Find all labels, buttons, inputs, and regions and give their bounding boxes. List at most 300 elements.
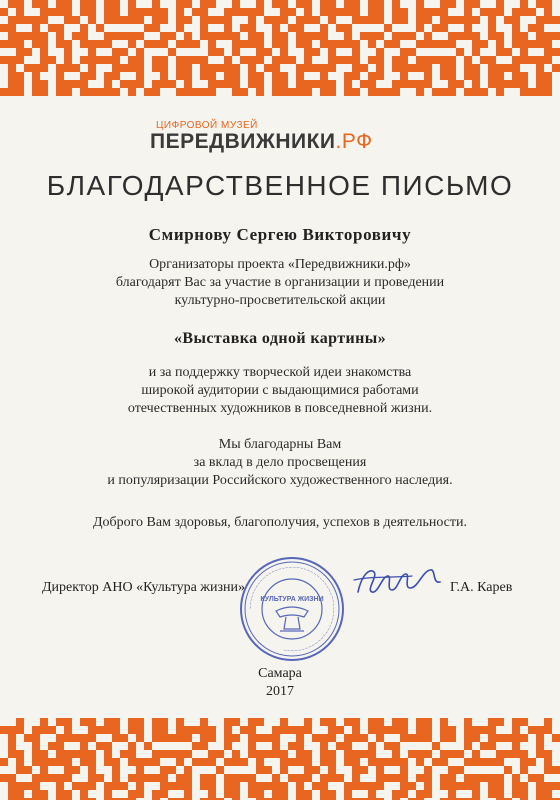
ornament-cell xyxy=(96,750,104,758)
ornament-cell xyxy=(0,16,8,24)
ornament-cell xyxy=(184,718,192,726)
logo-title xyxy=(150,131,410,153)
ornament-cell xyxy=(448,718,456,726)
ornament-cell xyxy=(144,766,152,774)
ornament-cell xyxy=(56,16,64,24)
ornament-cell xyxy=(456,718,464,726)
ornament-cell xyxy=(64,72,72,80)
ornament-cell xyxy=(160,758,168,766)
ornament-cell xyxy=(176,80,184,88)
ornament-cell xyxy=(88,790,96,798)
ornament-cell xyxy=(528,766,536,774)
ornament-cell xyxy=(384,48,392,56)
ornament-cell xyxy=(504,8,512,16)
ornament-cell xyxy=(80,766,88,774)
ornament-cell xyxy=(264,56,272,64)
logo-subtitle: ЦИФРОВОЙ МУЗЕЙ xyxy=(156,120,258,131)
ornament-cell xyxy=(504,56,512,64)
ornament-cell xyxy=(320,16,328,24)
ornament-cell xyxy=(184,758,192,766)
ornament-cell xyxy=(464,750,472,758)
ornament-cell xyxy=(280,734,288,742)
ornament-cell xyxy=(96,16,104,24)
ornament-cell xyxy=(40,734,48,742)
ornament-cell xyxy=(24,80,32,88)
ornament-cell xyxy=(312,742,320,750)
ornament-cell xyxy=(216,758,224,766)
ornament-cell xyxy=(120,766,128,774)
ornament-cell xyxy=(352,790,360,798)
thanks-line: Мы благодарны Вам xyxy=(218,437,342,452)
ornament-cell xyxy=(464,766,472,774)
ornament-cell xyxy=(208,8,216,16)
ornament-cell xyxy=(456,758,464,766)
ornament-cell xyxy=(184,8,192,16)
ornament-cell xyxy=(48,718,56,726)
ornament-cell xyxy=(328,32,336,40)
ornament-cell xyxy=(168,56,176,64)
ornament-cell xyxy=(512,758,520,766)
ornament-cell xyxy=(536,766,544,774)
ornament-cell xyxy=(168,8,176,16)
ornament-cell xyxy=(384,16,392,24)
ornament-cell xyxy=(0,750,8,758)
handwritten-signature xyxy=(352,562,448,602)
ornament-cell xyxy=(552,790,560,798)
ornament-cell xyxy=(264,726,272,734)
ornament-cell xyxy=(312,56,320,64)
ornament-cell xyxy=(544,742,552,750)
ornament-cell xyxy=(528,718,536,726)
ornament-cell xyxy=(432,48,440,56)
ornament-cell xyxy=(512,88,520,96)
ornament-cell xyxy=(368,64,376,72)
ornament-cell xyxy=(152,48,160,56)
ornament-cell xyxy=(368,766,376,774)
ornament-cell xyxy=(552,8,560,16)
ornament-cell xyxy=(392,782,400,790)
ornament-cell xyxy=(336,32,344,40)
ornament-cell xyxy=(0,742,8,750)
ornament-cell xyxy=(288,72,296,80)
ornament-cell xyxy=(136,88,144,96)
ornament-cell xyxy=(72,48,80,56)
ornament-cell xyxy=(184,24,192,32)
ornament-cell xyxy=(368,734,376,742)
ornament-cell xyxy=(408,24,416,32)
ornament-cell xyxy=(176,48,184,56)
ornament-cell xyxy=(336,758,344,766)
ornament-cell xyxy=(24,0,32,8)
ornament-cell xyxy=(304,734,312,742)
ornament-cell xyxy=(112,80,120,88)
ornament-cell xyxy=(400,0,408,8)
ornament-cell xyxy=(408,72,416,80)
ornament-cell xyxy=(168,88,176,96)
ornament-cell xyxy=(32,766,40,774)
ornament-cell xyxy=(24,726,32,734)
ornament-cell xyxy=(48,88,56,96)
ornament-cell xyxy=(408,88,416,96)
ornament-cell xyxy=(504,726,512,734)
ornament-cell xyxy=(192,782,200,790)
ornament-cell xyxy=(0,64,8,72)
ornament-cell xyxy=(496,24,504,32)
ornament-cell xyxy=(96,8,104,16)
ornament-cell xyxy=(16,774,24,782)
ornament-cell xyxy=(360,56,368,64)
ornament-cell xyxy=(432,782,440,790)
ornament-cell xyxy=(488,0,496,8)
ornament-cell xyxy=(416,72,424,80)
ornament-cell xyxy=(472,766,480,774)
ornament-cell xyxy=(216,726,224,734)
ornament-cell xyxy=(240,0,248,8)
ornament-cell xyxy=(72,742,80,750)
ornament-cell xyxy=(296,766,304,774)
ornament-cell xyxy=(432,734,440,742)
ornament-cell xyxy=(416,32,424,40)
ornament-cell xyxy=(392,72,400,80)
ornament-cell xyxy=(48,64,56,72)
ornament-cell xyxy=(272,48,280,56)
ornament-cell xyxy=(384,790,392,798)
ornament-cell xyxy=(144,48,152,56)
year: 2017 xyxy=(266,684,294,699)
ornament-cell xyxy=(552,750,560,758)
ornament-cell xyxy=(48,72,56,80)
thanks-line: за вклад в дело просвещения xyxy=(193,455,367,470)
ornament-cell xyxy=(216,24,224,32)
gratitude-line: культурно-просветительской акции xyxy=(174,293,386,308)
ornament-cell xyxy=(360,774,368,782)
ornament-cell xyxy=(312,40,320,48)
ornament-cell xyxy=(72,40,80,48)
ornament-cell xyxy=(440,790,448,798)
ornament-cell xyxy=(96,72,104,80)
ornament-cell xyxy=(272,758,280,766)
ornament-cell xyxy=(432,16,440,24)
ornament-cell xyxy=(160,88,168,96)
ornament-cell xyxy=(536,758,544,766)
ornament-cell xyxy=(360,88,368,96)
ornament-cell xyxy=(192,750,200,758)
ornament-cell xyxy=(160,742,168,750)
ornament-cell xyxy=(72,88,80,96)
ornament-cell xyxy=(488,48,496,56)
ornament-cell xyxy=(432,32,440,40)
ornament-cell xyxy=(368,774,376,782)
ornament-cell xyxy=(104,64,112,72)
ornament-cell xyxy=(392,766,400,774)
ornament-cell xyxy=(480,72,488,80)
ornament-cell xyxy=(480,734,488,742)
ornament-cell xyxy=(80,726,88,734)
ornament-cell xyxy=(88,742,96,750)
ornament-cell xyxy=(408,0,416,8)
ornament-cell xyxy=(160,24,168,32)
ornament-cell xyxy=(208,766,216,774)
ornament-cell xyxy=(200,790,208,798)
ornament-cell xyxy=(0,32,8,40)
ornament-cell xyxy=(496,726,504,734)
ornament-cell xyxy=(48,734,56,742)
ornament-cell xyxy=(360,758,368,766)
ornament-cell xyxy=(80,64,88,72)
ornament-cell xyxy=(248,758,256,766)
ornament-cell xyxy=(480,750,488,758)
ornament-cell xyxy=(208,24,216,32)
ornament-cell xyxy=(0,790,8,798)
ornament-cell xyxy=(432,64,440,72)
ornament-cell xyxy=(528,782,536,790)
ornament-cell xyxy=(504,40,512,48)
ornament-cell xyxy=(464,790,472,798)
ornament-cell xyxy=(408,718,416,726)
ornament-cell xyxy=(16,734,24,742)
ornament-cell xyxy=(376,790,384,798)
ornament-cell xyxy=(224,88,232,96)
ornament-cell xyxy=(360,24,368,32)
ornament-cell xyxy=(344,48,352,56)
ornament-cell xyxy=(120,8,128,16)
ornament-cell xyxy=(328,742,336,750)
ornament-cell xyxy=(72,774,80,782)
ornament-cell xyxy=(264,88,272,96)
ornament-cell xyxy=(176,766,184,774)
ornament-cell xyxy=(360,790,368,798)
ornament-cell xyxy=(288,16,296,24)
stamp-label: КУЛЬТУРА ЖИЗНИ xyxy=(260,596,324,603)
ornament-cell xyxy=(256,64,264,72)
gratitude-paragraph xyxy=(0,256,560,310)
ornament-cell xyxy=(56,726,64,734)
ornament-cell xyxy=(288,766,296,774)
bottom-ornament-band xyxy=(0,718,560,800)
ornament-cell xyxy=(496,742,504,750)
ornament-cell xyxy=(504,88,512,96)
ornament-cell xyxy=(248,766,256,774)
ornament-cell xyxy=(520,16,528,24)
ornament-cell xyxy=(528,48,536,56)
ornament-cell xyxy=(184,48,192,56)
ornament-cell xyxy=(216,0,224,8)
ornament-cell xyxy=(488,750,496,758)
ornament-cell xyxy=(216,790,224,798)
ornament-cell xyxy=(112,790,120,798)
ornament-cell xyxy=(72,0,80,8)
ornament-cell xyxy=(144,16,152,24)
ornament-cell xyxy=(408,40,416,48)
support-line: отечественных художников в повседневной жизни. xyxy=(127,401,433,416)
ornament-cell xyxy=(336,72,344,80)
ornament-cell xyxy=(216,88,224,96)
ornament-cell xyxy=(8,758,16,766)
ornament-cell xyxy=(168,16,176,24)
ornament-cell xyxy=(456,56,464,64)
ornament-cell xyxy=(96,80,104,88)
ornament-cell xyxy=(264,80,272,88)
ornament-cell xyxy=(96,782,104,790)
ornament-cell xyxy=(432,80,440,88)
ornament-cell xyxy=(144,72,152,80)
ornament-cell xyxy=(24,24,32,32)
ornament-cell xyxy=(392,734,400,742)
ornament-cell xyxy=(256,742,264,750)
ornament-cell xyxy=(240,718,248,726)
ornament-cell xyxy=(400,88,408,96)
ornament-cell xyxy=(216,734,224,742)
ornament-cell xyxy=(368,48,376,56)
ornament-cell xyxy=(384,718,392,726)
ornament-cell xyxy=(272,8,280,16)
ornament-cell xyxy=(216,8,224,16)
ornament-cell xyxy=(216,72,224,80)
ornament-cell xyxy=(192,734,200,742)
ornament-cell xyxy=(448,742,456,750)
ornament-cell xyxy=(240,742,248,750)
ornament-cell xyxy=(360,0,368,8)
ornament-cell xyxy=(168,758,176,766)
ornament-cell xyxy=(72,56,80,64)
ornament-cell xyxy=(424,88,432,96)
event-name: «Выставка одной картины» xyxy=(173,330,387,347)
ornament-cell xyxy=(96,64,104,72)
ornament-cell xyxy=(56,48,64,56)
ornament-cell xyxy=(344,64,352,72)
ornament-cell xyxy=(312,790,320,798)
ornament-cell xyxy=(360,8,368,16)
ornament-cell xyxy=(528,16,536,24)
support-line: и за поддержку творческой идеи знакомства xyxy=(148,365,412,380)
ornament-cell xyxy=(256,16,264,24)
ornament-cell xyxy=(168,790,176,798)
ornament-cell xyxy=(48,782,56,790)
ornament-cell xyxy=(504,32,512,40)
ornament-cell xyxy=(120,758,128,766)
place-and-year xyxy=(0,665,560,701)
ornament-cell xyxy=(56,56,64,64)
ornament-cell xyxy=(208,718,216,726)
ornament-cell xyxy=(432,790,440,798)
ornament-cell xyxy=(216,56,224,64)
city: Самара xyxy=(258,666,302,681)
ornament-cell xyxy=(352,24,360,32)
ornament-cell xyxy=(128,48,136,56)
ornament-cell xyxy=(48,790,56,798)
ornament-cell xyxy=(224,750,232,758)
ornament-cell xyxy=(264,32,272,40)
ornament-cell xyxy=(208,742,216,750)
ornament-cell xyxy=(48,766,56,774)
ornament-cell xyxy=(104,24,112,32)
ornament-cell xyxy=(504,0,512,8)
ornament-cell xyxy=(104,766,112,774)
ornament-cell xyxy=(152,32,160,40)
ornament-cell xyxy=(376,742,384,750)
ornament-cell xyxy=(312,8,320,16)
ornament-cell xyxy=(128,24,136,32)
logo-title-suffix: .РФ xyxy=(335,130,373,153)
ornament-cell xyxy=(72,24,80,32)
ornament-cell xyxy=(200,80,208,88)
ornament-cell xyxy=(520,742,528,750)
ornament-cell xyxy=(24,56,32,64)
ornament-cell xyxy=(432,0,440,8)
ornament-cell xyxy=(0,72,8,80)
ornament-cell xyxy=(536,8,544,16)
ornament-cell xyxy=(80,48,88,56)
ornament-cell xyxy=(32,48,40,56)
ornament-cell xyxy=(552,758,560,766)
ornament-cell xyxy=(240,750,248,758)
ornament-cell xyxy=(88,80,96,88)
ornament-cell xyxy=(360,40,368,48)
ornament-cell xyxy=(168,64,176,72)
ornament-cell xyxy=(216,718,224,726)
organization-stamp xyxy=(238,555,346,663)
ornament-cell xyxy=(376,40,384,48)
ornament-cell xyxy=(472,24,480,32)
ornament-cell xyxy=(448,758,456,766)
ornament-cell xyxy=(384,32,392,40)
ornament-cell xyxy=(352,32,360,40)
ornament-cell xyxy=(456,24,464,32)
ornament-cell xyxy=(48,48,56,56)
ornament-cell xyxy=(144,726,152,734)
ornament-cell xyxy=(440,742,448,750)
ornament-cell xyxy=(144,56,152,64)
ornament-cell xyxy=(504,24,512,32)
ornament-cell xyxy=(440,80,448,88)
ornament-cell xyxy=(544,734,552,742)
ornament-cell xyxy=(456,88,464,96)
ornament-cell xyxy=(552,0,560,8)
ornament-cell xyxy=(136,0,144,8)
ornament-cell xyxy=(32,56,40,64)
ornament-cell xyxy=(264,774,272,782)
ornament-cell xyxy=(216,782,224,790)
ornament-cell xyxy=(424,48,432,56)
ornament-cell xyxy=(176,742,184,750)
ornament-cell xyxy=(480,80,488,88)
ornament-cell xyxy=(152,782,160,790)
ornament-cell xyxy=(192,24,200,32)
ornament-cell xyxy=(552,80,560,88)
ornament-cell xyxy=(312,750,320,758)
ornament-cell xyxy=(504,72,512,80)
ornament-cell xyxy=(480,766,488,774)
ornament-cell xyxy=(264,8,272,16)
ornament-cell xyxy=(144,0,152,8)
ornament-cell xyxy=(448,8,456,16)
ornament-cell xyxy=(120,0,128,8)
ornament-cell xyxy=(416,48,424,56)
ornament-cell xyxy=(480,48,488,56)
ornament-cell xyxy=(456,40,464,48)
ornament-cell xyxy=(456,774,464,782)
ornament-cell xyxy=(56,766,64,774)
ornament-cell xyxy=(320,56,328,64)
letter-title: БЛАГОДАРСТВЕННОЕ ПИСЬМО xyxy=(46,170,514,201)
ornament-cell xyxy=(224,0,232,8)
ornament-cell xyxy=(464,48,472,56)
ornament-cell xyxy=(400,40,408,48)
ornament-cell xyxy=(432,750,440,758)
ornament-cell xyxy=(0,0,8,8)
ornament-cell xyxy=(408,758,416,766)
ornament-cell xyxy=(480,16,488,24)
